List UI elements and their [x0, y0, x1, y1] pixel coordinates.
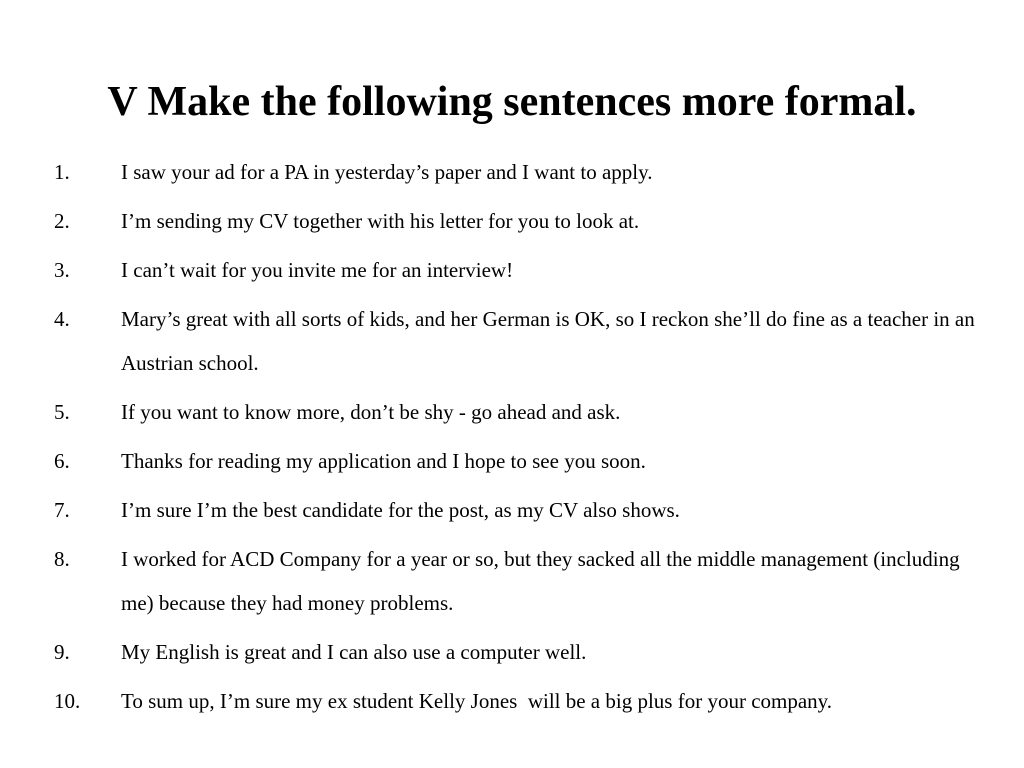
item-text: I saw your ad for a PA in yesterday’s paper and I want to apply. [121, 160, 653, 184]
list-item [54, 537, 994, 625]
item-text: Mary’s great with all sorts of kids, and her German is OK, so I reckon she’ll do fine as a teacher in an Austrian school. [121, 307, 979, 375]
list-item [54, 248, 994, 292]
item-number: 10. [54, 689, 81, 713]
item-number: 2. [54, 209, 70, 233]
item-text: If you want to know more, don’t be shy - go ahead and ask. [121, 400, 621, 424]
item-number: 3. [54, 258, 70, 282]
slide-title: V Make the following sentences more formal. [107, 79, 917, 125]
item-text: To sum up, I’m sure my ex student Kelly Jones will be a big plus for your company. [121, 689, 833, 713]
item-number: 9. [54, 640, 70, 664]
item-text: Thanks for reading my application and I hope to see you soon. [121, 449, 646, 473]
item-number: 4. [54, 307, 70, 331]
item-text: I worked for ACD Company for a year or so, but they sacked all the middle management (including me) because they had money problems. [121, 547, 965, 615]
list-item [54, 199, 994, 243]
item-text: I’m sending my CV together with his letter for you to look at. [121, 209, 640, 233]
list-item [54, 390, 994, 434]
list-item [54, 679, 994, 723]
item-text: My English is great and I can also use a computer well. [121, 640, 587, 664]
item-number: 1. [54, 160, 70, 184]
item-number: 8. [54, 547, 70, 571]
list-item [54, 488, 994, 532]
item-text: I can’t wait for you invite me for an interview! [121, 258, 514, 282]
list-item [54, 439, 994, 483]
list-item [54, 630, 994, 674]
item-number: 7. [54, 498, 70, 522]
item-number: 5. [54, 400, 70, 424]
item-number: 6. [54, 449, 70, 473]
list-item [54, 150, 994, 194]
sentence-list [54, 150, 994, 728]
item-text: I’m sure I’m the best candidate for the post, as my CV also shows. [121, 498, 680, 522]
list-item [54, 297, 994, 385]
